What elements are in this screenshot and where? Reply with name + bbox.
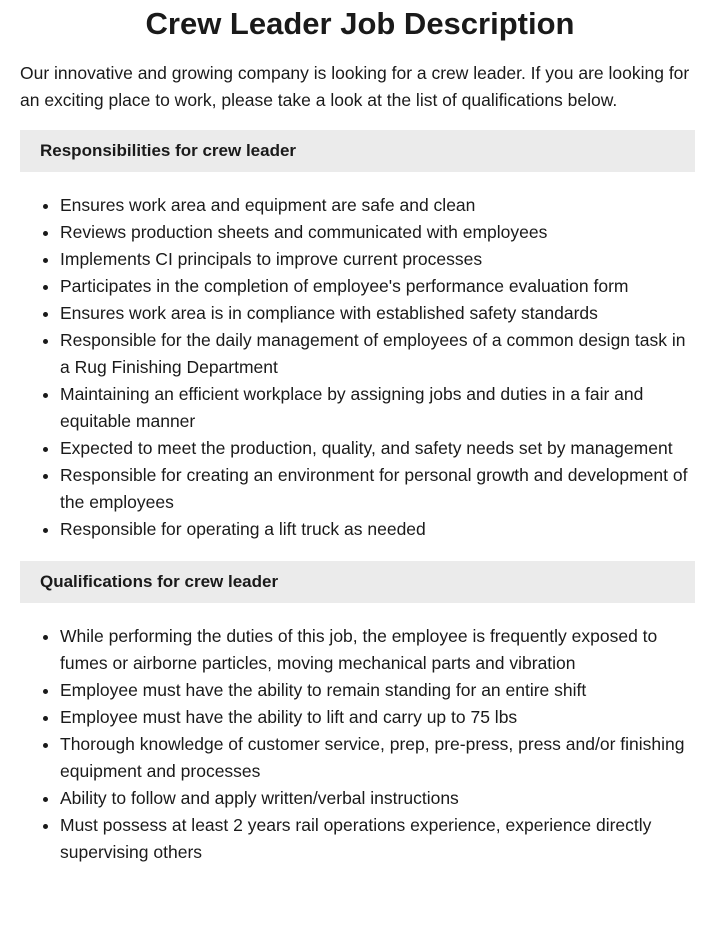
qualifications-heading: Qualifications for crew leader: [20, 561, 695, 603]
list-item: • Responsible for creating an environment for personal growth and development of the employees: [60, 462, 695, 516]
list-item: • Responsible for operating a lift truck as needed: [60, 516, 695, 543]
list-item: • Implements CI principals to improve current processes: [60, 246, 695, 273]
list-item: • Employee must have the ability to remain standing for an entire shift: [60, 677, 695, 704]
list-item: • Must possess at least 2 years rail operations experience, experience directly supervising others: [60, 812, 695, 866]
responsibilities-list: [20, 192, 695, 543]
intro-paragraph: Our innovative and growing company is looking for a crew leader. If you are looking for an exciting place to work, please take a look at the list of qualifications below.: [20, 63, 690, 110]
list-item: • Reviews production sheets and communicated with employees: [60, 219, 695, 246]
list-item: • Participates in the completion of employee's performance evaluation form: [60, 273, 695, 300]
list-item: • Responsible for the daily management of employees of a common design task in a Rug Finishing Department: [60, 327, 695, 381]
list-item: • Ensures work area and equipment are safe and clean: [60, 192, 695, 219]
qualifications-list: [20, 623, 695, 866]
list-item: • Employee must have the ability to lift and carry up to 75 lbs: [60, 704, 695, 731]
list-item: • Thorough knowledge of customer service, prep, pre-press, press and/or finishing equipment and processes: [60, 731, 695, 785]
page-title: Crew Leader Job Description: [145, 6, 575, 41]
list-item: • Ability to follow and apply written/verbal instructions: [60, 785, 695, 812]
responsibilities-heading: Responsibilities for crew leader: [20, 130, 695, 172]
list-item: • While performing the duties of this job, the employee is frequently exposed to fumes or airborne particles, moving mechanical parts and vibration: [60, 623, 695, 677]
list-item: • Maintaining an efficient workplace by assigning jobs and duties in a fair and equitable manner: [60, 381, 695, 435]
list-item: • Ensures work area is in compliance with established safety standards: [60, 300, 695, 327]
list-item: • Expected to meet the production, quality, and safety needs set by management: [60, 435, 695, 462]
